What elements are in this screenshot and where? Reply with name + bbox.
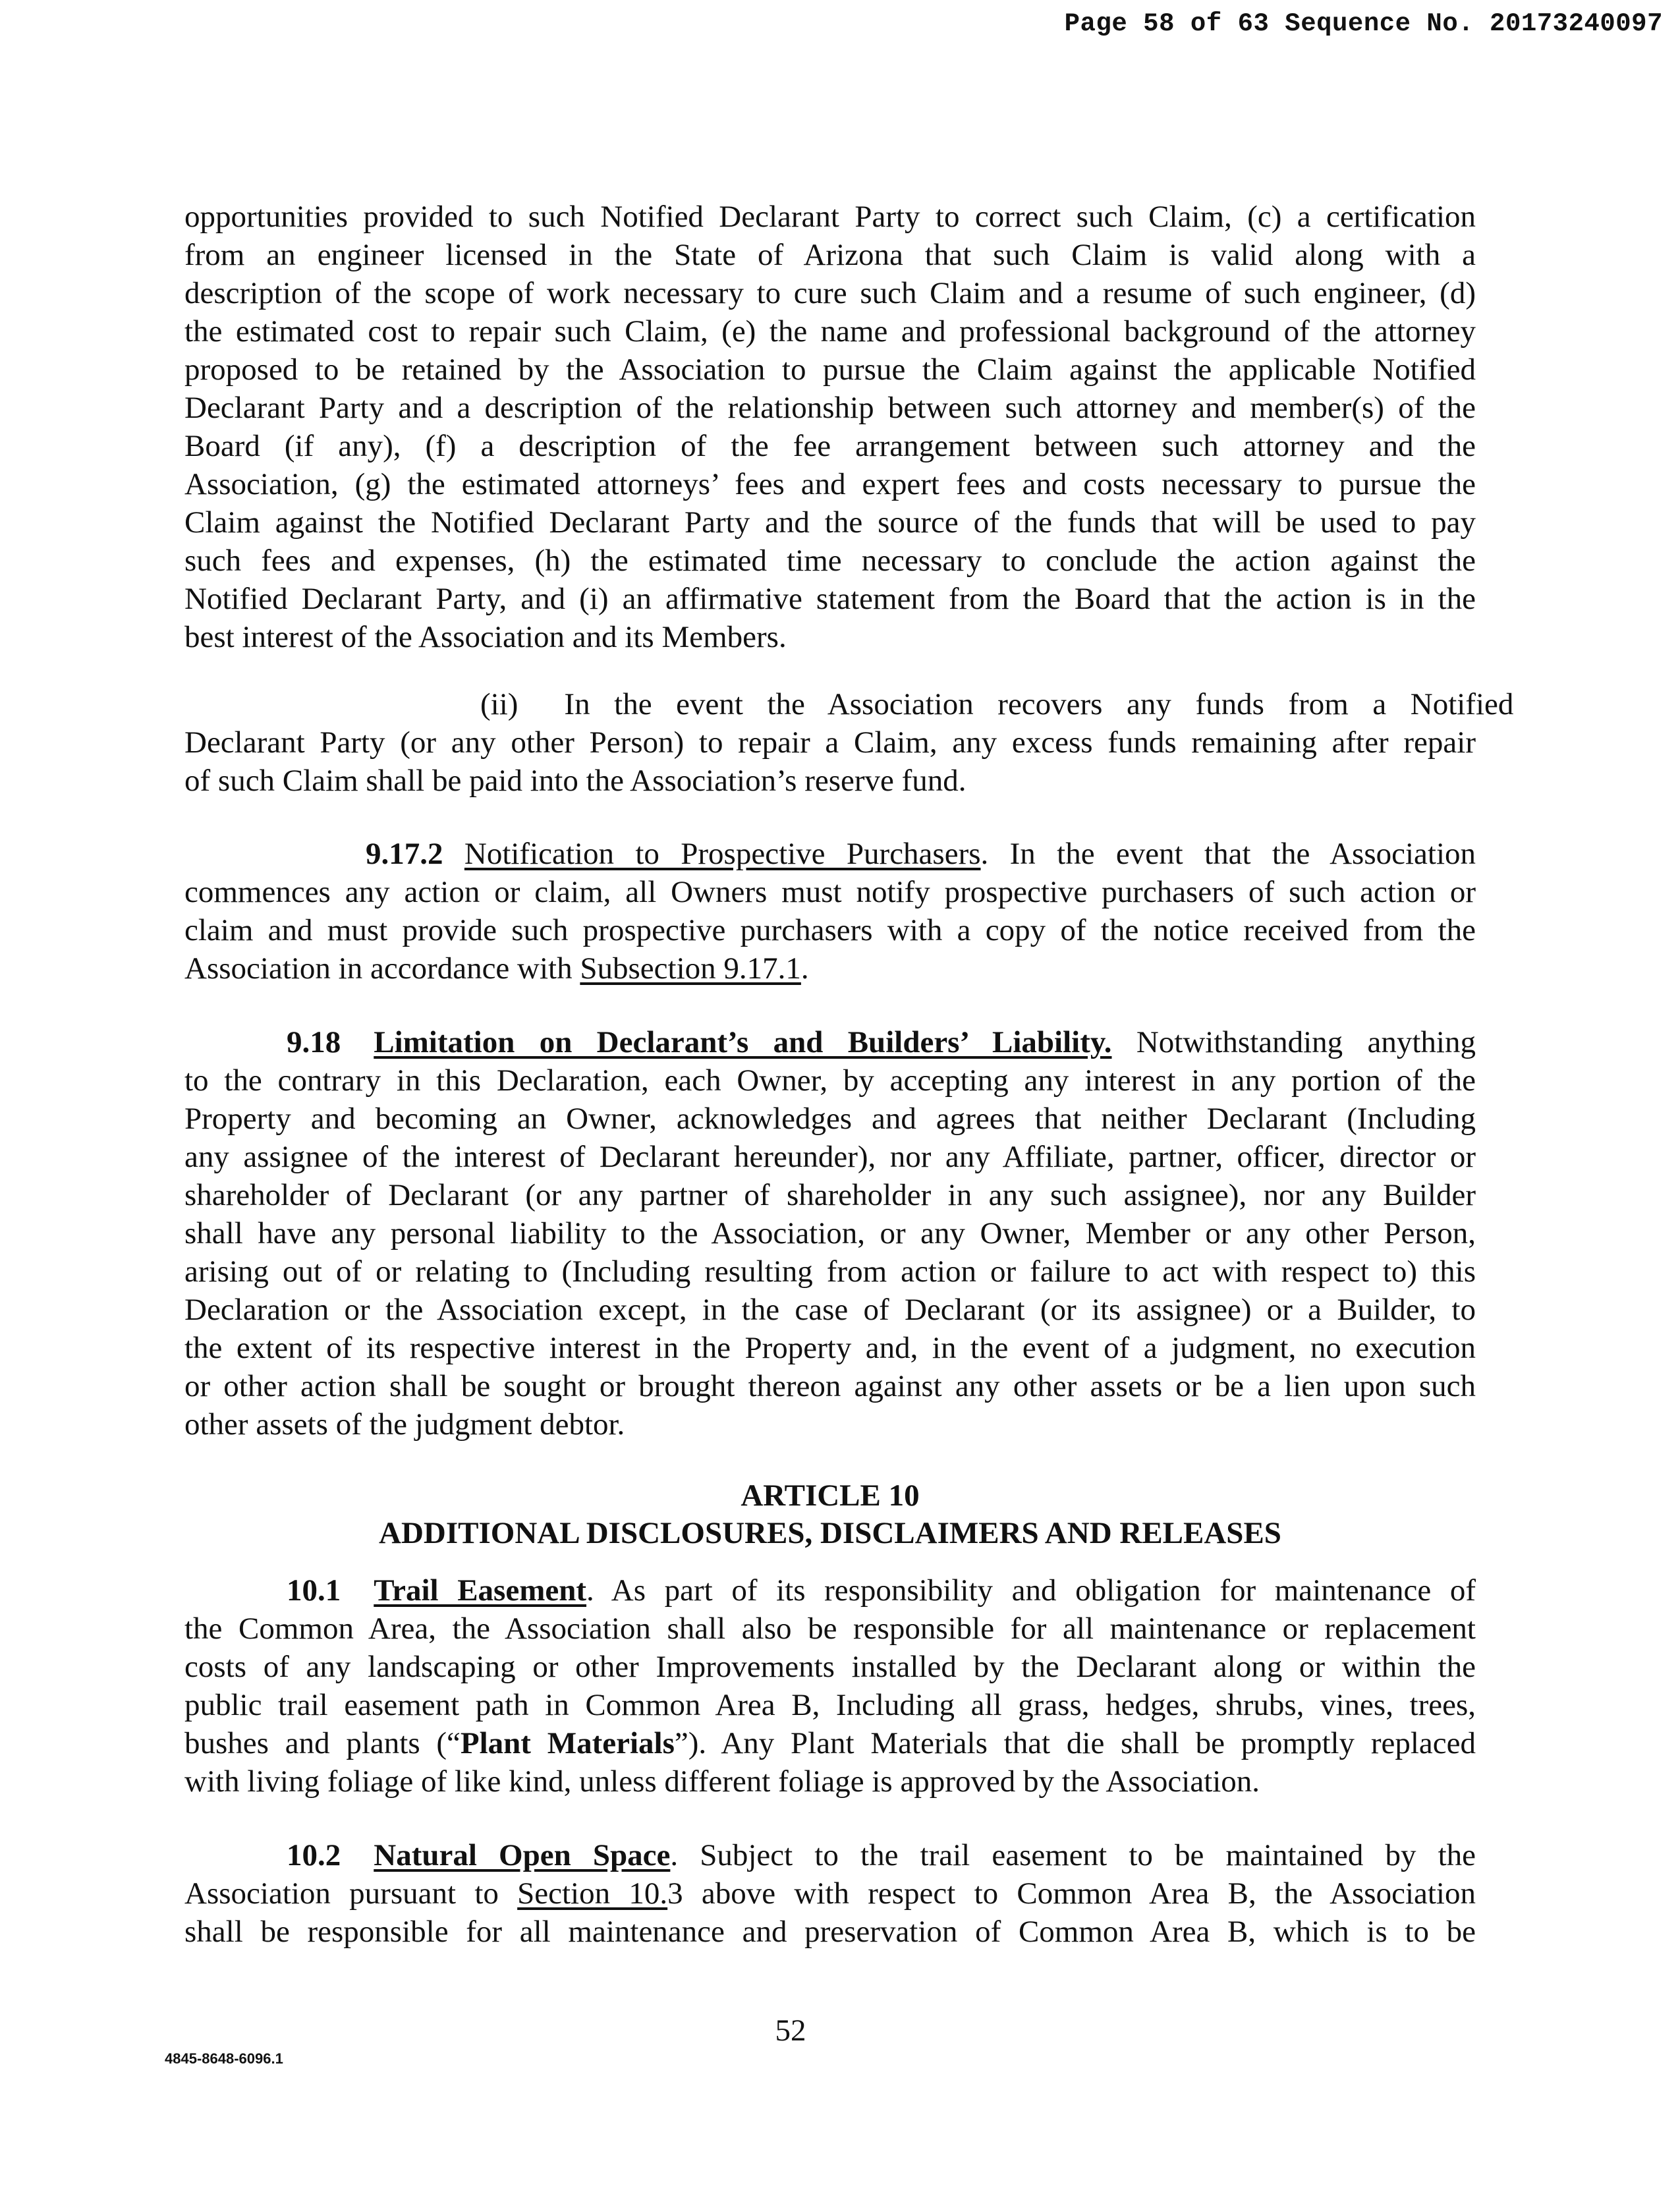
text-line: shall be responsible for all maintenance and preservation of Common Area B, which is to be bbox=[184, 1915, 1476, 1949]
text-line bbox=[184, 1023, 1476, 1061]
section-number: 10.2 bbox=[287, 1838, 341, 1872]
text-line bbox=[184, 949, 1476, 988]
section-number: 10.1 bbox=[287, 1573, 341, 1608]
section-text: . In the event that the Association bbox=[980, 837, 1476, 871]
text-line: public trail easement path in Common Area B, Including all grass, hedges, shrubs, vines, trees, bbox=[184, 1688, 1476, 1722]
text-line: commences any action or claim, all Owners must notify prospective purchasers of such action or bbox=[184, 875, 1476, 909]
section-10-1 bbox=[184, 1571, 1476, 1801]
text-line: such fees and expenses, (h) the estimated time necessary to conclude the action against the bbox=[184, 544, 1476, 578]
text-line bbox=[184, 1724, 1476, 1762]
text-line: description of the scope of work necessary to cure such Claim and a resume of such engineer, (d) bbox=[184, 276, 1476, 310]
section-title: Notification to Prospective Purchasers bbox=[464, 837, 981, 871]
document-id: 4845-8648-6096.1 bbox=[165, 2050, 283, 2067]
text-line: Declarant Party and a description of the relationship between such attorney and member(s) of the bbox=[184, 391, 1476, 425]
text-line: the Common Area, the Association shall also be responsible for all maintenance or replacement bbox=[184, 1612, 1476, 1646]
text-line: claim and must provide such prospective purchasers with a copy of the notice received from the bbox=[184, 913, 1476, 947]
defined-term: Plant Materials bbox=[460, 1726, 675, 1760]
page-sequence-header: Page 58 of 63 Sequence No. 20173240097 bbox=[1064, 9, 1663, 38]
section-title: Limitation on Declarant’s and Builders’ Liability. bbox=[374, 1025, 1112, 1059]
text-line: Claim against the Notified Declarant Party and the source of the funds that will be used to pay bbox=[184, 505, 1476, 540]
text-line bbox=[184, 1836, 1476, 1874]
section-number: 9.18 bbox=[287, 1025, 341, 1059]
section-text: . Subject to the trail easement to be maintained by the bbox=[670, 1838, 1476, 1872]
text-line: proposed to be retained by the Association to pursue the Claim against the applicable Notified bbox=[184, 352, 1476, 387]
subsection-marker: (ii) bbox=[480, 687, 518, 721]
section-reference: Section 10. bbox=[517, 1876, 668, 1911]
text-line: Board (if any), (f) a description of the fee arrangement between such attorney and the bbox=[184, 429, 1476, 463]
text-line: arising out of or relating to (Including resulting from action or failure to act with respect to) this bbox=[184, 1254, 1476, 1289]
section-text: . As part of its responsibility and obligation for maintenance of bbox=[586, 1573, 1476, 1608]
text-line: Property and becoming an Owner, acknowledges and agrees that neither Declarant (Including bbox=[184, 1102, 1476, 1136]
text-line: the extent of its respective interest in the Property and, in the event of a judgment, no execution bbox=[184, 1331, 1476, 1365]
section-title: Trail Easement bbox=[374, 1573, 587, 1608]
text-line: to the contrary in this Declaration, each Owner, by accepting any interest in any portion of the bbox=[184, 1063, 1476, 1098]
text-line: costs of any landscaping or other Improvements installed by the Declarant along or within the bbox=[184, 1650, 1476, 1684]
text-line: from an engineer licensed in the State of Arizona that such Claim is valid along with a bbox=[184, 238, 1476, 272]
text-segment: Association pursuant to bbox=[184, 1876, 518, 1911]
text-line bbox=[184, 835, 1476, 873]
text-segment: bushes and plants (“ bbox=[184, 1726, 461, 1760]
text-line: or other action shall be sought or brought thereon against any other assets or be a lien upon such bbox=[184, 1369, 1476, 1403]
section-number: 9.17.2 bbox=[366, 837, 443, 871]
article-number-heading: ARTICLE 10 bbox=[741, 1478, 920, 1513]
paragraph-subsection-ii bbox=[184, 685, 1514, 800]
text-segment: ”). Any Plant Materials that die shall be promptly replaced bbox=[674, 1726, 1476, 1760]
text-line: Notified Declarant Party, and (i) an affirmative statement from the Board that the action is in the bbox=[184, 582, 1476, 616]
section-9-17-2 bbox=[184, 835, 1476, 988]
text-line: Declarant Party (or any other Person) to repair a Claim, any excess funds remaining after repair bbox=[184, 725, 1476, 760]
text-segment: . bbox=[800, 951, 809, 986]
section-9-18 bbox=[184, 1023, 1476, 1444]
section-10-2 bbox=[184, 1836, 1476, 1951]
article-title-heading: ADDITIONAL DISCLOSURES, DISCLAIMERS AND RELEASES bbox=[379, 1516, 1281, 1550]
paragraph-claim-notice-continuation bbox=[184, 198, 1476, 656]
section-title: Natural Open Space bbox=[374, 1838, 671, 1872]
text-segment: 3 above with respect to Common Area B, the Association bbox=[667, 1876, 1476, 1911]
text-line: Association, (g) the estimated attorneys’ fees and expert fees and costs necessary to pursue the bbox=[184, 467, 1476, 501]
text-segment: Association in accordance with bbox=[184, 951, 580, 986]
text-line bbox=[184, 1571, 1476, 1610]
subsection-first-line: In the event the Association recovers any funds from a Notified bbox=[564, 687, 1514, 721]
text-line: opportunities provided to such Notified Declarant Party to correct such Claim, (c) a certification bbox=[184, 200, 1476, 234]
page-number: 52 bbox=[775, 2013, 806, 2048]
text-line: of such Claim shall be paid into the Association’s reserve fund. bbox=[184, 764, 966, 798]
text-line: best interest of the Association and its Members. bbox=[184, 620, 787, 654]
text-line: other assets of the judgment debtor. bbox=[184, 1407, 625, 1442]
text-line bbox=[184, 1874, 1476, 1913]
subsection-reference: Subsection 9.17.1 bbox=[580, 951, 801, 986]
text-line bbox=[184, 685, 1514, 723]
text-line: Declaration or the Association except, in the case of Declarant (or its assignee) or a Builder, to bbox=[184, 1293, 1476, 1327]
text-line: shareholder of Declarant (or any partner of shareholder in any such assignee), nor any Builder bbox=[184, 1178, 1476, 1212]
text-line: any assignee of the interest of Declarant hereunder), nor any Affiliate, partner, officer, director or bbox=[184, 1140, 1476, 1174]
text-line: the estimated cost to repair such Claim, (e) the name and professional background of the attorney bbox=[184, 314, 1476, 349]
text-line: with living foliage of like kind, unless different foliage is approved by the Association. bbox=[184, 1764, 1260, 1799]
text-line: shall have any personal liability to the Association, or any Owner, Member or any other Person, bbox=[184, 1216, 1476, 1250]
section-text: Notwithstanding anything bbox=[1111, 1025, 1476, 1059]
